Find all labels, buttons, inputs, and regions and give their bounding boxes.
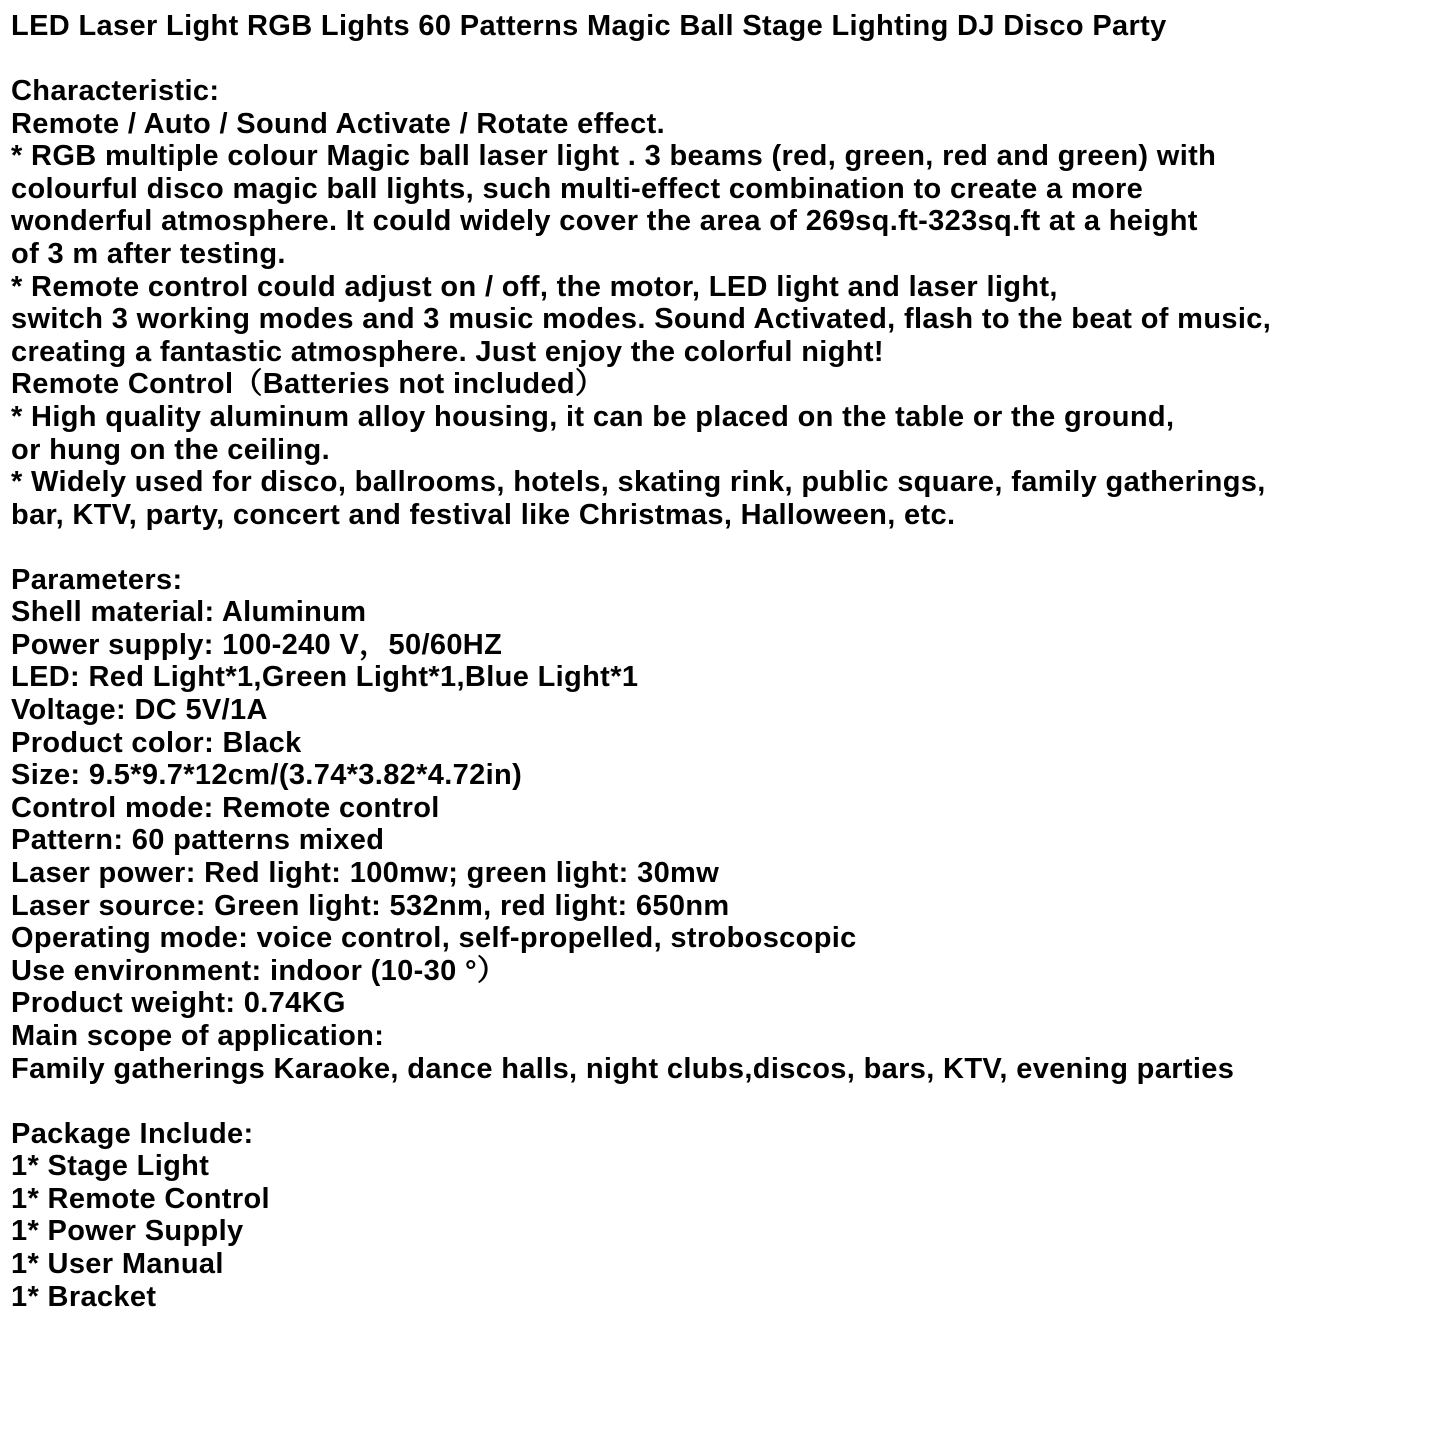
- parameter-line: Pattern: 60 patterns mixed: [11, 824, 385, 857]
- characteristic-line: Remote Control（Batteries not included）: [11, 368, 605, 401]
- section-spacer: [11, 43, 1439, 75]
- characteristic-line: * RGB multiple colour Magic ball laser light . 3 beams (red, green, red and green) with: [11, 140, 1217, 173]
- characteristic-heading: Characteristic:: [11, 74, 220, 107]
- characteristic-line: creating a fantastic atmosphere. Just enjoy the colorful night!: [11, 335, 884, 368]
- parameter-line: Main scope of application:: [11, 1020, 385, 1052]
- characteristic-line: * Remote control could adjust on / off, the motor, LED light and laser light,: [11, 270, 1058, 303]
- characteristic-line: Remote / Auto / Sound Activate / Rotate effect.: [11, 107, 665, 140]
- parameter-line: Control mode: Remote control: [11, 791, 440, 824]
- characteristic-line: of 3 m after testing.: [11, 237, 286, 270]
- characteristic-line: switch 3 working modes and 3 music modes. Sound Activated, flash to the beat of music,: [11, 303, 1272, 336]
- parameter-line: Laser power: Red light: 100mw; green light: 30mw: [11, 857, 720, 890]
- parameter-line: Power supply: 100-240 V，50/60HZ: [11, 628, 503, 661]
- parameter-line: Shell material: Aluminum: [11, 596, 367, 629]
- product-title: LED Laser Light RGB Lights 60 Patterns Magic Ball Stage Lighting DJ Disco Party: [11, 10, 1167, 42]
- parameters-section: [11, 564, 1439, 1086]
- characteristic-line: bar, KTV, party, concert and festival like Christmas, Halloween, etc.: [11, 498, 956, 531]
- parameter-line: Product weight: 0.74KG: [11, 987, 346, 1020]
- parameter-line: Laser source: Green light: 532nm, red light: 650nm: [11, 889, 730, 922]
- package-section: [11, 1118, 1439, 1314]
- parameter-line: Product color: Black: [11, 726, 302, 759]
- characteristic-line: or hung on the ceiling.: [11, 433, 330, 466]
- parameter-line: Size: 9.5*9.7*12cm/(3.74*3.82*4.72in): [11, 759, 523, 792]
- product-description: [11, 10, 1439, 1313]
- parameter-line: Operating mode: voice control, self-propelled, stroboscopic: [11, 922, 857, 955]
- characteristic-line: colourful disco magic ball lights, such multi-effect combination to create a more: [11, 172, 1144, 205]
- parameters-heading: Parameters:: [11, 563, 183, 596]
- characteristic-line: * High quality aluminum alloy housing, it can be placed on the table or the ground,: [11, 400, 1175, 433]
- parameter-line: Use environment: indoor (10-30 °）: [11, 954, 507, 987]
- package-item: 1* Remote Control: [11, 1182, 270, 1215]
- package-item: 1* Bracket: [11, 1280, 157, 1313]
- package-item: 1* Stage Light: [11, 1150, 210, 1183]
- section-spacer: [11, 531, 1439, 563]
- section-spacer: [11, 1085, 1439, 1117]
- package-item: 1* User Manual: [11, 1247, 224, 1280]
- package-heading: Package Include:: [11, 1117, 254, 1150]
- parameter-line: Family gatherings Karaoke, dance halls, night clubs,discos, bars, KTV, evening parties: [11, 1052, 1235, 1085]
- parameter-line: Voltage: DC 5V/1A: [11, 694, 268, 727]
- characteristic-line: wonderful atmosphere. It could widely cover the area of 269sq.ft-323sq.ft at a height: [11, 205, 1198, 238]
- characteristic-section: [11, 75, 1439, 531]
- package-item: 1* Power Supply: [11, 1215, 244, 1248]
- parameter-line: LED: Red Light*1,Green Light*1,Blue Light*1: [11, 661, 639, 694]
- characteristic-line: * Widely used for disco, ballrooms, hotels, skating rink, public square, family gatherings,: [11, 466, 1266, 499]
